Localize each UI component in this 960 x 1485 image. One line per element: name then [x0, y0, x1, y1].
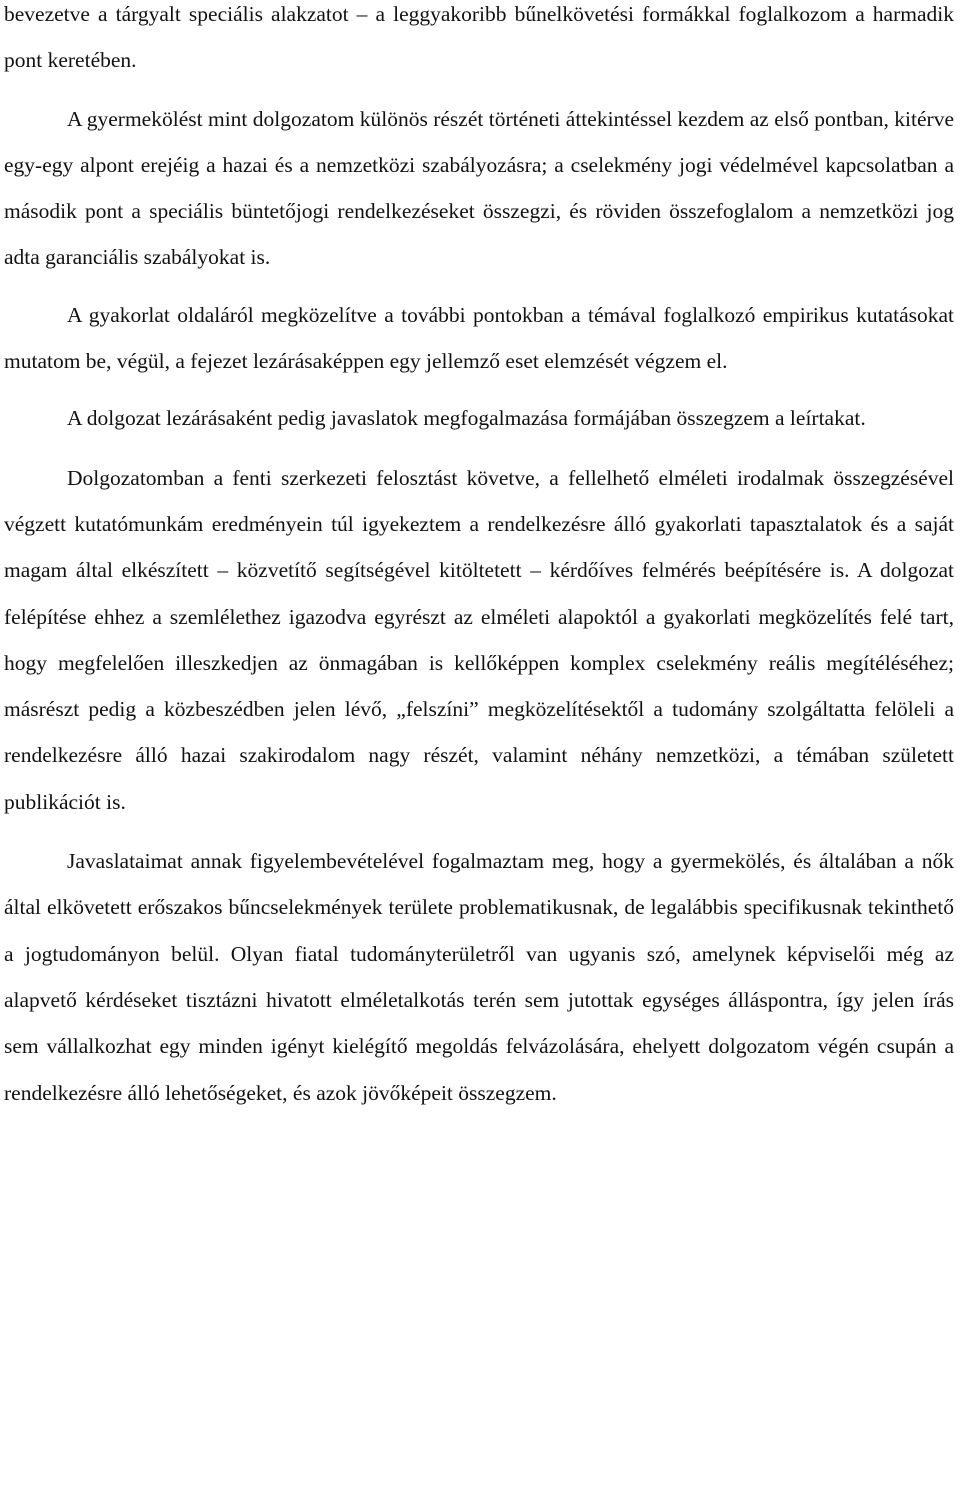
paragraph-practice-overview: A gyakorlat oldaláról megközelítve a további pontokban a témával foglalkozó empirikus kutatásokat mutatom be, végül, a fejezet lezárásaképpen egy jellemző eset elemzését végzem el.: [4, 302, 954, 374]
paragraph-continuation: bevezetve a tárgyalt speciális alakzatot – a leggyakoribb bűnelkövetési formákkal foglalkozom a harmadik pont keretében.: [4, 2, 954, 73]
paragraph-structure-overview: A gyermekölést mint dolgozatom különös részét történeti áttekintéssel kezdem az első pontban, kitérve egy-egy alpont erejéig a hazai és a nemzetközi szabályozásra; a cselekmény jogi védelmével kapcsolatban a második pont a speciális büntetőjogi rendelkezéseket összegzi, és röviden összefoglalom a nemzetközi jog adta garanciális szabályokat is.: [4, 106, 954, 270]
paragraph-conclusion-overview: A dolgozat lezárásaként pedig javaslatok megfogalmazása formájában összegzem a leírtakat.: [67, 406, 866, 431]
paragraph-methodology: Dolgozatomban a fenti szerkezeti felosztást követve, a fellelhető elméleti irodalmak összegzésével végzett kutatómunkám eredményein túl igyekeztem a rendelkezésre álló gyakorlati tapasztalatok és a saját magam által elkészített – közvetítő segítségével kitöltetett – kérdőíves felmérés beépítésére is. A dolgozat felépítése ehhez a szemlélethez igazodva egyrészt az elméleti alapoktól a gyakorlati megközelítés felé tart, hogy megfelelően illeszkedjen az önmagában is kellőképpen komplex cselekmény reális megítéléséhez; másrészt pedig a közbeszédben jelen lévő, „felszíni” megközelítésektől a tudomány szolgáltatta felöleli a rendelkezésre álló hazai szakirodalom nagy részét, valamint néhány nemzetközi, a témában született publikációt is.: [4, 465, 954, 814]
paragraph-recommendations: Javaslataimat annak figyelembevételével fogalmaztam meg, hogy a gyermekölés, és általában a nők által elkövetett erőszakos bűncselekmények területe problematikusnak, de legalábbis specifikusnak tekinthető a jogtudományon belül. Olyan fiatal tudományterületről van ugyanis szó, amelynek képviselői még az alapvető kérdéseket tisztázni hivatott elméletalkotás terén sem jutottak egységes álláspontra, így jelen írás sem vállalkozhat egy minden igényt kielégítő megoldás felvázolására, ehelyett dolgozatom végén csupán a rendelkezésre álló lehetőségeket, és azok jövőképeit összegzem.: [4, 849, 954, 1105]
